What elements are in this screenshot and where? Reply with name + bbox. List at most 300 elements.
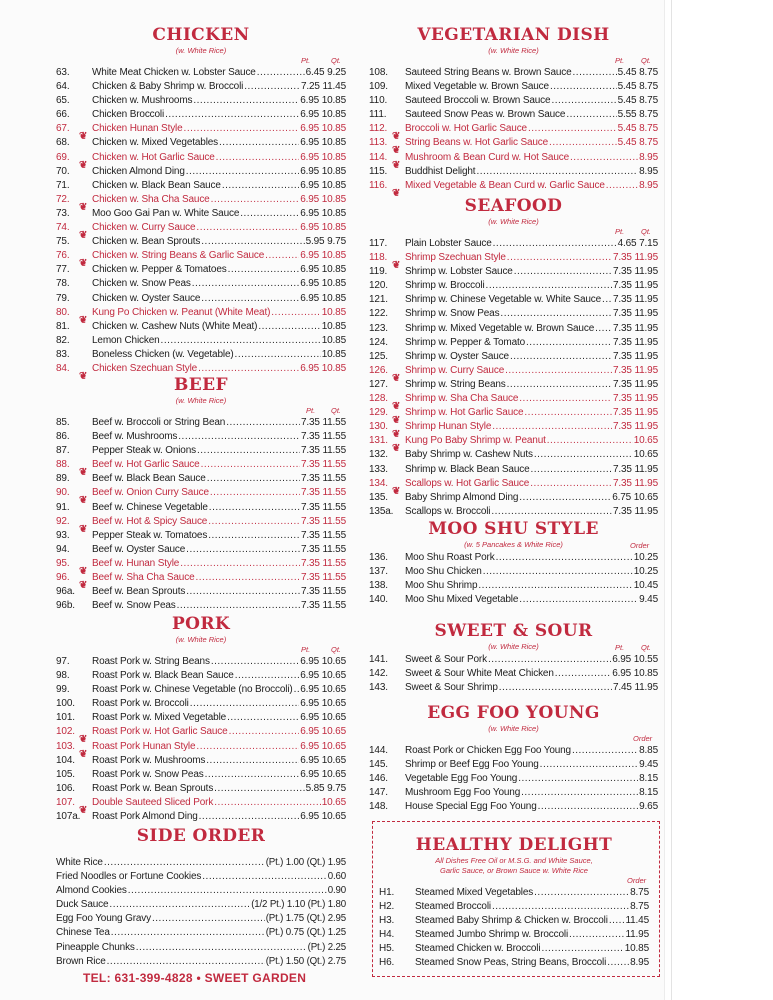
menu-item <box>369 653 658 667</box>
item-name: Roast Pork or Chicken Egg Foo Young <box>405 745 571 756</box>
item-number: 90. <box>56 487 70 499</box>
item-name: Chicken & Baby Shrimp w. Broccoli <box>92 81 244 93</box>
item-number: 92. <box>56 515 70 527</box>
item-number: 71. <box>56 179 70 191</box>
pepper-icon: ❦ <box>392 443 401 455</box>
item-number: H1. <box>379 887 395 898</box>
item-price: 9.65 <box>639 801 658 813</box>
dot-leader <box>526 336 612 350</box>
item-name: Chicken Hunan Style <box>92 123 183 135</box>
item-prices <box>618 66 658 80</box>
quart-price: 11.95 <box>634 322 658 334</box>
item-name: Mixed Vegetable w. Brown Sauce <box>405 81 549 93</box>
item-name: Chicken w. Black Bean Sauce <box>92 179 221 191</box>
item-prices <box>301 472 346 486</box>
item-name: Moo Shu Mixed Vegetable <box>405 594 519 606</box>
pint-price: 5.45 <box>617 123 637 135</box>
side-order-list <box>56 856 346 969</box>
item-prices <box>322 796 346 810</box>
moo-shu-section <box>369 519 658 607</box>
quart-price: 11.55 <box>322 600 346 612</box>
item-prices <box>618 94 658 108</box>
menu-item <box>56 334 346 348</box>
pint-price: 7.35 <box>612 378 632 390</box>
item-number: 109. <box>369 81 388 93</box>
pint-price: 6.95 <box>300 362 320 374</box>
menu-item <box>56 165 346 179</box>
item-name: Scallops w. Hot Garlic Sauce <box>405 477 530 489</box>
quart-price: 11.95 <box>634 682 658 694</box>
item-number: 105. <box>56 768 75 780</box>
item-number: 79. <box>56 292 70 304</box>
item-name: Beef w. Onion Curry Sauce <box>92 487 209 499</box>
item-number: 63. <box>56 67 70 78</box>
item-name: Beef w. Chinese Vegetable <box>92 501 208 513</box>
item-price: 9.45 <box>639 759 658 771</box>
dot-leader <box>606 179 638 193</box>
dot-leader <box>211 655 299 669</box>
item-prices <box>301 585 346 599</box>
item-prices <box>613 477 658 491</box>
pint-price: 6.95 <box>300 712 320 724</box>
pint-price: 7.35 <box>300 473 320 485</box>
item-name: Shrimp w. Oyster Sauce <box>405 350 509 362</box>
item-name: Steamed Snow Peas, String Beans, Broccoli <box>415 957 607 969</box>
dot-leader <box>240 207 299 221</box>
menu-item <box>56 320 346 334</box>
item-number: 124. <box>369 336 388 348</box>
pint-price: 6.95 <box>300 123 320 135</box>
dot-leader <box>199 810 300 824</box>
item-prices <box>613 307 658 321</box>
dot-leader <box>186 165 299 179</box>
dot-leader <box>572 744 638 758</box>
item-number: 119. <box>369 266 388 278</box>
pint-price: 7.35 <box>612 266 632 278</box>
item-name: Sauteed Snow Peas w. Brown Sauce <box>405 109 566 121</box>
quart-price: 11.95 <box>634 505 658 517</box>
item-prices <box>613 378 658 392</box>
menu-item <box>379 928 649 942</box>
quart-price: 8.75 <box>639 67 658 78</box>
quart-price: 11.55 <box>322 557 346 569</box>
dot-leader <box>492 420 612 434</box>
item-name: Chinese Tea <box>56 927 110 939</box>
pepper-icon: ❦ <box>392 415 401 427</box>
item-name: Vegetable Egg Foo Young <box>405 773 518 785</box>
pint-price: 6.95 <box>300 207 320 219</box>
menu-item <box>369 565 658 579</box>
item-name: Shrimp w. Sha Cha Sauce <box>405 393 519 405</box>
dot-leader <box>228 263 300 277</box>
menu-item <box>369 336 658 350</box>
item-name: Mushroom & Bean Curd w. Hot Sauce <box>405 151 570 163</box>
menu-item <box>379 914 649 928</box>
dot-leader <box>493 237 617 251</box>
vegetarian-subtitle: (w. White Rice) <box>488 46 539 55</box>
item-prices <box>300 221 346 235</box>
item-number: 73. <box>56 207 70 219</box>
menu-item <box>56 66 346 80</box>
item-name: Moo Shu Chicken <box>405 566 482 578</box>
beef-list <box>56 416 346 613</box>
quart-price: 10.65 <box>321 740 346 752</box>
menu-item <box>369 350 658 364</box>
quart-price: 10.85 <box>321 95 346 107</box>
quart-price: 11.55 <box>322 529 346 541</box>
menu-item <box>379 956 649 970</box>
item-number: 103. <box>56 740 75 752</box>
quart-price: 11.55 <box>322 445 346 457</box>
pint-price: 6.95 <box>300 250 320 262</box>
qt-header: Qt. <box>331 645 342 654</box>
pint-price: 7.35 <box>612 407 632 419</box>
item-number: 127. <box>369 378 388 390</box>
quart-price: 11.95 <box>634 393 658 405</box>
item-prices <box>300 362 346 376</box>
item-number: 82. <box>56 334 70 346</box>
item-name: Beef w. Snow Peas <box>92 600 176 612</box>
item-name: Chicken w. Mushrooms <box>92 95 193 107</box>
item-number: 142. <box>369 668 388 680</box>
item-prices <box>300 249 346 263</box>
item-price: 8.95 <box>630 957 649 969</box>
pint-price: 5.45 <box>617 81 637 93</box>
seafood-subtitle: (w. White Rice) <box>488 217 539 226</box>
menu-item <box>369 463 658 477</box>
quart-price: 10.85 <box>321 320 346 332</box>
quart-price: 9.75 <box>327 782 346 794</box>
item-prices <box>300 179 346 193</box>
vegetarian-title: VEGETARIAN DISH <box>417 25 610 45</box>
pint-price: 6.95 <box>612 654 632 665</box>
pint-price: 6.95 <box>300 95 320 107</box>
pt-header: Pt. <box>306 406 316 415</box>
dot-leader <box>197 444 300 458</box>
item-name: Baby Shrimp w. Cashew Nuts <box>405 449 533 461</box>
item-prices <box>613 350 658 364</box>
menu-item <box>56 669 346 683</box>
item-name: Steamed Chicken w. Broccoli <box>415 943 541 955</box>
item-name: Pepper Steak w. Tomatoes <box>92 529 208 541</box>
item-prices <box>300 193 346 207</box>
pepper-icon: ❦ <box>79 314 88 326</box>
quart-price: 11.95 <box>634 266 658 278</box>
chicken-section <box>56 25 346 382</box>
quart-price: 10.85 <box>321 207 346 219</box>
quart-price: 10.85 <box>321 165 346 177</box>
order-header: Order <box>630 541 650 550</box>
item-number: 128. <box>369 393 388 405</box>
item-number: 136. <box>369 552 388 563</box>
menu-item <box>56 585 346 599</box>
egg-foo-young-column-headers <box>369 733 658 744</box>
item-number: 114. <box>369 151 388 163</box>
item-name: Fried Noodles or Fortune Cookies <box>56 871 202 883</box>
menu-item <box>56 263 346 277</box>
item-name: Egg Foo Young Gravy <box>56 913 151 925</box>
quart-price: 10.55 <box>633 654 658 665</box>
menu-item <box>369 579 658 593</box>
healthy-delight-title: HEALTHY DELIGHT <box>415 835 613 855</box>
quart-price: 11.95 <box>634 336 658 348</box>
pt-header: Pt. <box>615 643 625 652</box>
item-name: Shrimp w. Broccoli <box>405 280 485 292</box>
item-name: Pepper Steak w. Onions <box>92 445 196 457</box>
item-prices <box>613 505 658 519</box>
dot-leader <box>207 472 300 486</box>
item-prices <box>612 653 658 667</box>
item-name: Roast Pork w. Bean Sprouts <box>92 782 214 794</box>
menu-item <box>56 856 346 870</box>
menu-item <box>369 758 658 772</box>
item-prices <box>300 165 346 179</box>
dot-leader <box>518 772 638 786</box>
item-number: 101. <box>56 712 75 724</box>
pepper-icon: ❦ <box>79 804 88 816</box>
quart-price: 8.75 <box>639 81 658 93</box>
egg-foo-young-list <box>369 744 658 814</box>
healthy-delight-box <box>372 821 660 977</box>
item-prices <box>300 740 346 754</box>
item-number: 135a. <box>369 505 394 517</box>
chicken-list <box>56 66 346 382</box>
quart-price: 11.55 <box>322 543 346 555</box>
menu-item <box>56 697 346 711</box>
pepper-icon: ❦ <box>392 187 401 199</box>
dot-leader <box>214 796 321 810</box>
menu-item <box>369 322 658 336</box>
item-number: 131. <box>369 435 388 447</box>
item-number: 65. <box>56 95 70 107</box>
item-prices <box>306 235 346 249</box>
qt-header: Qt. <box>331 56 342 65</box>
dot-leader <box>505 364 612 378</box>
quart-price: 11.55 <box>322 487 346 499</box>
item-prices <box>301 501 346 515</box>
item-number: 99. <box>56 684 70 696</box>
healthy-delight-list <box>379 886 649 971</box>
item-price: (Pt.) 1.50 (Qt.) 2.75 <box>265 955 346 967</box>
item-name: Sauteed String Beans w. Brown Sauce <box>405 67 572 78</box>
pint-price: 6.95 <box>300 222 320 234</box>
menu-item <box>369 265 658 279</box>
pepper-icon: ❦ <box>79 523 88 535</box>
menu-item <box>369 165 658 179</box>
item-number: 121. <box>369 294 388 306</box>
pt-header: Pt. <box>301 56 311 65</box>
quart-price: 8.95 <box>639 179 658 191</box>
dot-leader <box>205 768 300 782</box>
menu-item <box>369 786 658 800</box>
dot-leader <box>551 94 616 108</box>
item-name: Beef w. Sha Cha Sauce <box>92 572 195 584</box>
item-number: 110. <box>369 95 388 107</box>
item-price: (1/2 Pt.) 1.10 (Pt.) 1.80 <box>251 899 346 911</box>
quart-price: 10.65 <box>633 491 658 503</box>
menu-item <box>56 898 346 912</box>
item-number: 102. <box>56 726 75 738</box>
dot-leader <box>235 348 321 362</box>
quart-price: 8.75 <box>639 109 658 121</box>
item-price: 8.85 <box>639 745 658 756</box>
dot-leader <box>214 782 304 796</box>
dot-leader <box>208 529 300 543</box>
item-number: 135. <box>369 491 388 503</box>
item-name: Steamed Jumbo Shrimp w. Broccoli <box>415 929 569 941</box>
dot-leader <box>107 955 265 969</box>
pint-price: 7.35 <box>612 477 632 489</box>
pepper-icon: ❦ <box>79 201 88 213</box>
order-header: Order <box>633 734 653 743</box>
quart-price: 9.25 <box>327 67 346 78</box>
page-edge <box>664 0 773 1000</box>
dot-leader <box>186 585 300 599</box>
moo-shu-subtitle: (w. 5 Pancakes & White Rice) <box>464 540 563 549</box>
quart-price: 10.65 <box>321 811 346 823</box>
dot-leader <box>521 786 638 800</box>
beef-subtitle: (w. White Rice) <box>175 396 227 405</box>
item-prices <box>613 420 658 434</box>
menu-item <box>56 912 346 926</box>
quart-price: 11.95 <box>634 308 658 320</box>
pint-price: 6.95 <box>300 698 320 710</box>
sweet-sour-subtitle: (w. White Rice) <box>488 642 539 651</box>
item-number: 122. <box>369 308 388 320</box>
pint-price: 6.95 <box>300 684 320 696</box>
pint-price: 7.35 <box>612 336 632 348</box>
item-price: (Pt.) 1.75 (Qt.) 2.95 <box>265 913 346 925</box>
item-number: 144. <box>369 745 388 756</box>
menu-item <box>56 782 346 796</box>
menu-item <box>379 886 649 900</box>
side-order-section <box>56 826 346 969</box>
quart-price: 10.85 <box>321 123 346 135</box>
item-price: 8.75 <box>630 887 649 898</box>
beef-section <box>56 375 346 613</box>
quart-price: 10.65 <box>321 712 346 724</box>
quart-price: 10.65 <box>321 698 346 710</box>
item-price: 11.45 <box>625 915 649 927</box>
pint-price: 6.75 <box>612 491 632 503</box>
dot-leader <box>219 136 299 150</box>
item-number: 76. <box>56 250 70 262</box>
item-price: 0.60 <box>327 871 346 883</box>
beef-title: BEEF <box>174 375 228 395</box>
pepper-icon: ❦ <box>392 159 401 171</box>
menu-item <box>56 472 346 486</box>
item-price: 8.15 <box>639 787 658 799</box>
healthy-delight-subtitle-2: Garlic Sauce, or Brown Sauce w. White Rice <box>440 866 588 875</box>
item-number: H5. <box>379 943 395 955</box>
menu-item <box>369 681 658 695</box>
dot-leader <box>222 179 299 193</box>
item-name: Double Sauteed Sliced Pork <box>92 796 214 808</box>
item-name: Roast Pork Hunan Style <box>92 740 196 752</box>
pepper-icon: ❦ <box>79 159 88 171</box>
dot-leader <box>198 362 299 376</box>
menu-item <box>56 955 346 969</box>
item-price: 9.45 <box>639 594 658 606</box>
pint-price: 6.95 <box>300 165 320 177</box>
pint-price: 7.35 <box>612 308 632 320</box>
dot-leader <box>128 884 327 898</box>
item-prices <box>322 334 346 348</box>
menu-item <box>56 529 346 543</box>
pepper-icon: ❦ <box>79 734 88 746</box>
pt-header: Pt. <box>615 56 625 65</box>
menu-item <box>369 593 658 607</box>
chicken-column-headers <box>56 55 346 66</box>
item-name: Chicken w. Cashew Nuts (White Meat) <box>92 320 258 332</box>
item-prices <box>618 108 658 122</box>
item-prices <box>301 529 346 543</box>
item-prices <box>301 557 346 571</box>
dot-leader <box>519 593 638 607</box>
item-prices <box>301 458 346 472</box>
item-name: Roast Pork w. Black Bean Sauce <box>92 670 234 682</box>
beef-column-headers <box>56 405 346 416</box>
dot-leader <box>547 434 633 448</box>
dot-leader <box>244 80 300 94</box>
dot-leader <box>202 870 326 884</box>
dot-leader <box>500 307 612 321</box>
order-header: Order <box>627 876 647 885</box>
pint-price: 5.45 <box>617 67 637 78</box>
quart-price: 10.85 <box>321 137 346 149</box>
item-number: 94. <box>56 543 70 555</box>
dot-leader <box>566 108 616 122</box>
quart-price: 11.95 <box>634 294 658 306</box>
item-prices <box>613 322 658 336</box>
item-name: Shrimp w. Lobster Sauce <box>405 266 513 278</box>
dot-leader <box>595 322 612 336</box>
pint-price: 7.35 <box>612 393 632 405</box>
menu-item <box>56 362 346 382</box>
seafood-column-headers <box>369 226 658 237</box>
pork-section <box>56 614 346 824</box>
dot-leader <box>178 430 300 444</box>
dot-leader <box>271 306 320 320</box>
menu-item <box>56 80 346 94</box>
quart-price: 11.55 <box>322 459 346 471</box>
pork-list <box>56 655 346 824</box>
item-name: Chicken Broccoli <box>92 109 165 121</box>
item-prices <box>300 122 346 136</box>
pint-price: 7.35 <box>612 280 632 292</box>
dot-leader <box>602 293 612 307</box>
dot-leader <box>192 277 299 291</box>
dot-leader <box>488 653 611 667</box>
pint-price: 7.35 <box>300 600 320 612</box>
pepper-icon: ❦ <box>79 230 88 242</box>
pint-price: 6.95 <box>300 656 320 667</box>
item-number: 106. <box>56 782 75 794</box>
pepper-icon: ❦ <box>392 131 401 143</box>
quart-price: 8.95 <box>639 165 658 177</box>
quart-price: 11.95 <box>634 477 658 489</box>
item-prices <box>300 263 346 277</box>
chicken-title: CHICKEN <box>152 25 250 45</box>
item-number: 146. <box>369 773 388 785</box>
item-name: Shrimp Hunan Style <box>405 421 492 433</box>
item-prices <box>613 392 658 406</box>
item-prices <box>300 655 346 669</box>
dot-leader <box>226 416 300 430</box>
pint-price: 7.35 <box>612 505 632 517</box>
item-prices <box>639 179 658 193</box>
item-number: 95. <box>56 557 70 569</box>
